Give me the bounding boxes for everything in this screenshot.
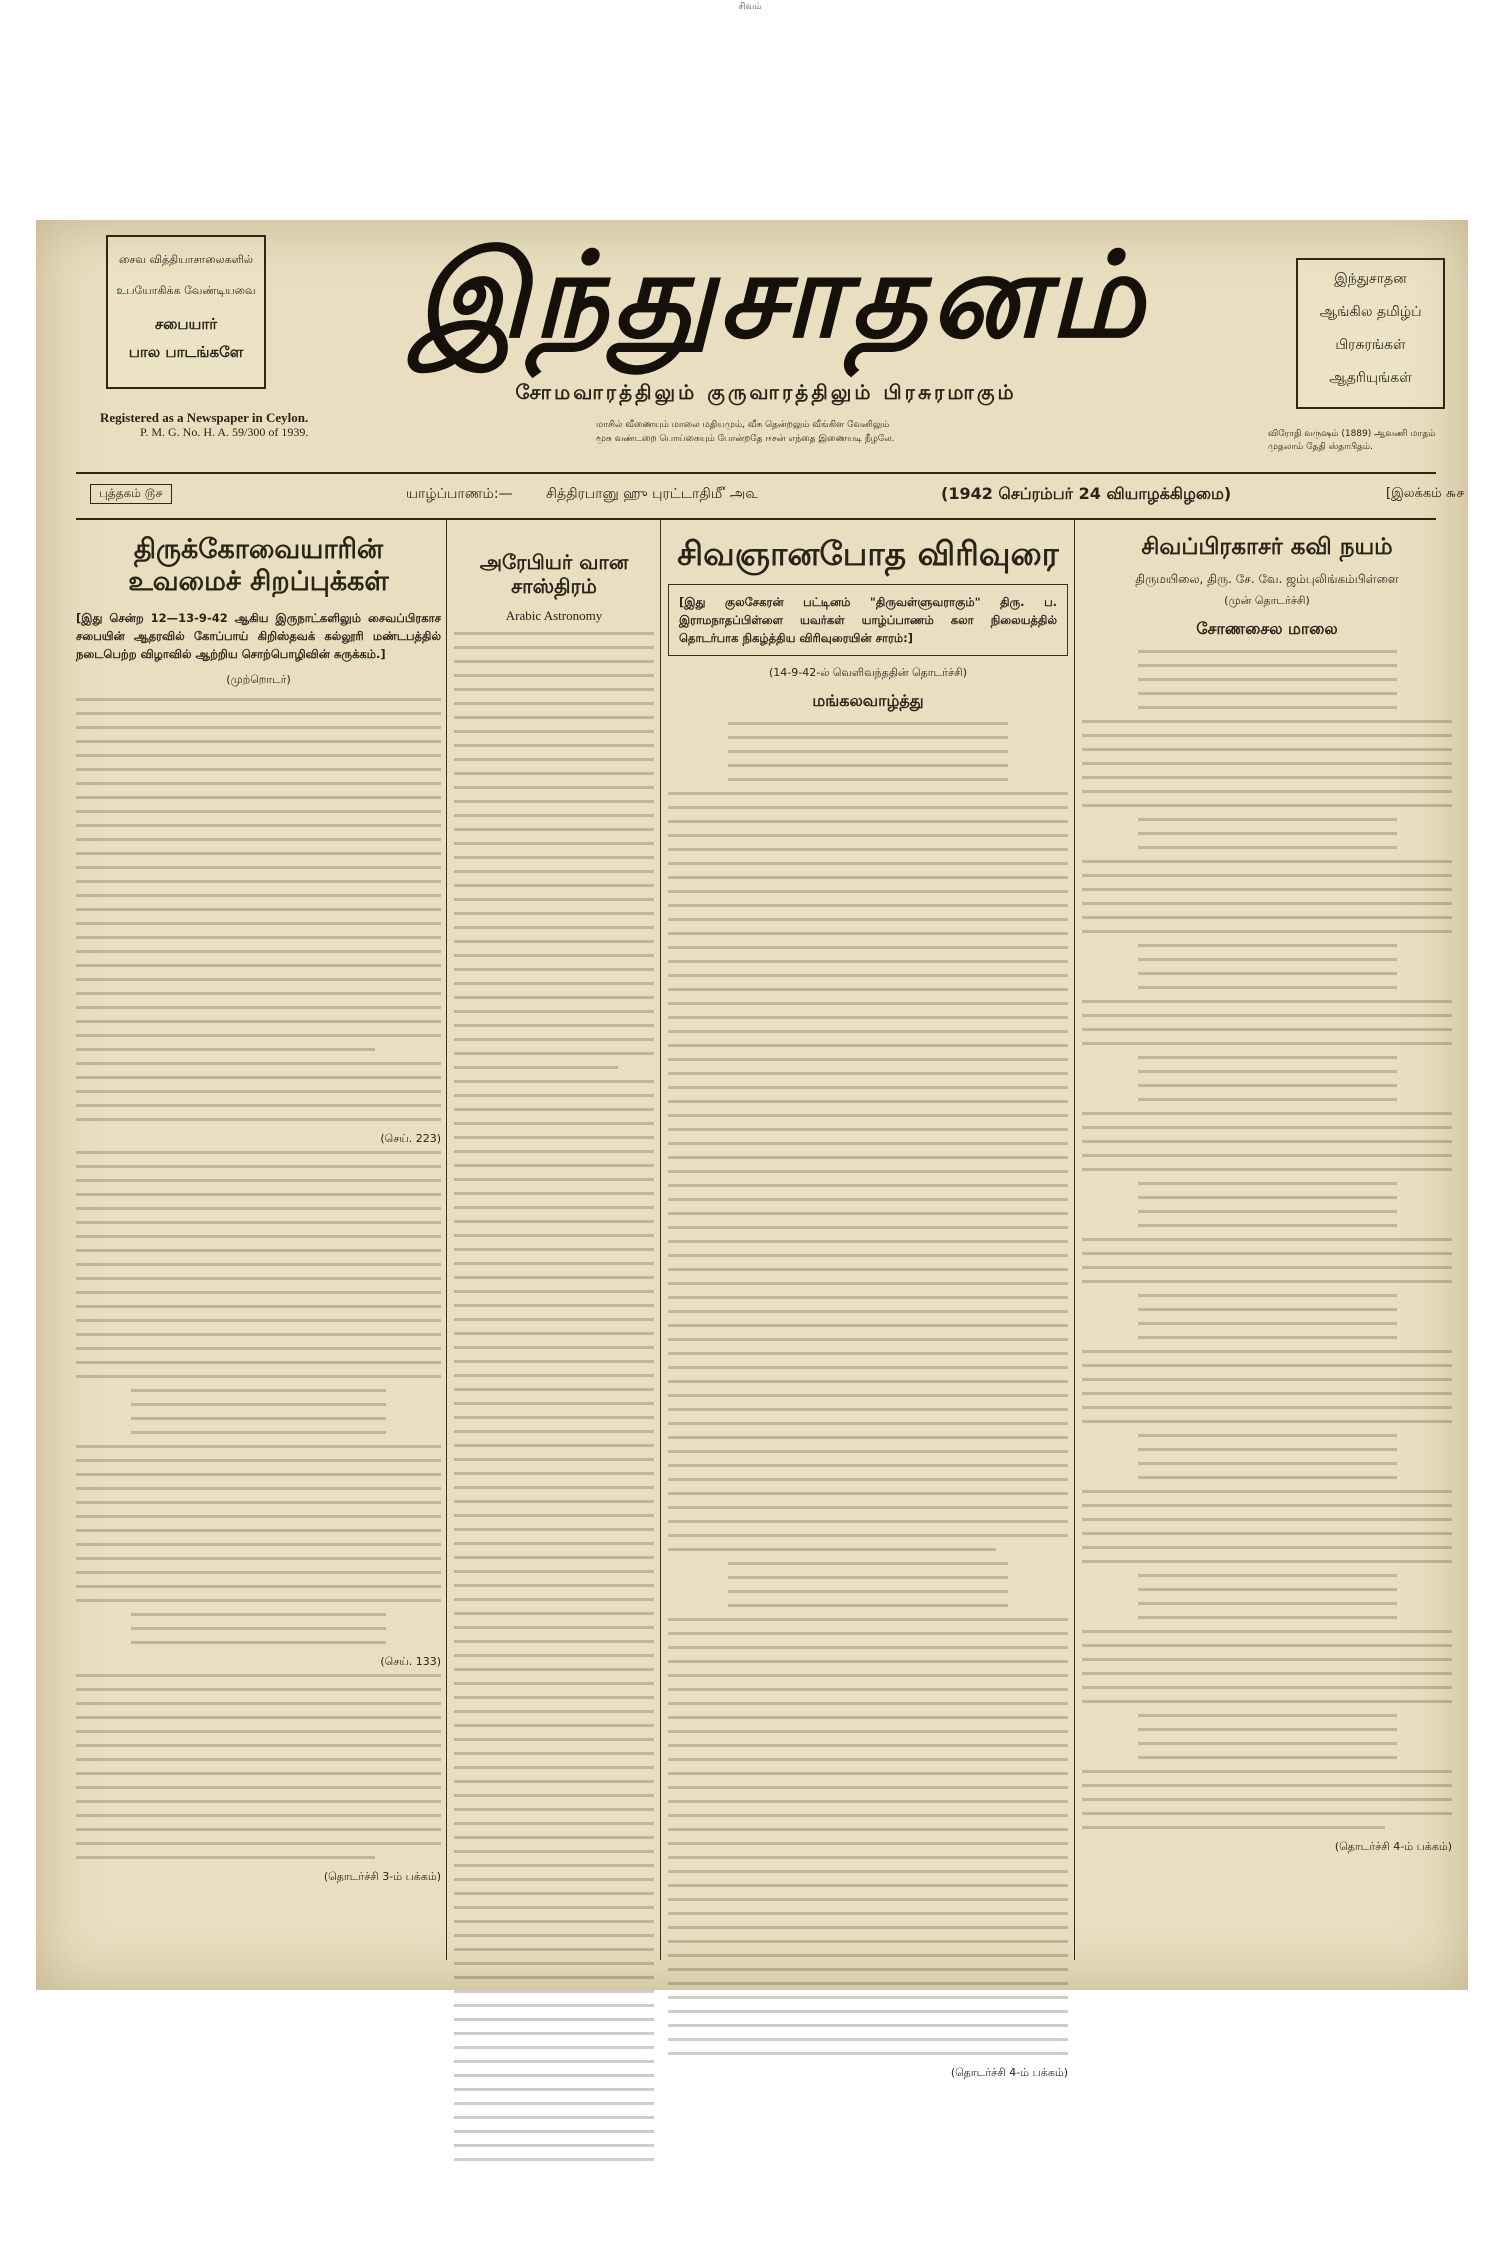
article-body [76, 698, 441, 1121]
tamil-date: சித்திரபானு ஹு புரட்டாதி௴ அ௳ [546, 486, 758, 502]
column-rule [1074, 520, 1075, 1960]
article-title: சிவஞானபோத விரிவுரை [677, 534, 1059, 573]
left-box-line: உபயோகிக்க வேண்டியவை [116, 284, 256, 297]
article-body [454, 632, 654, 2161]
dateline-bar [76, 472, 1465, 520]
book-number: புத்தகம் ௫௪ [90, 484, 172, 504]
right-box-line: பிரசுரங்கள் [1335, 337, 1406, 353]
established-line: முதலாம் தேதி ஸ்தாபிதம். [1268, 442, 1374, 452]
right-box-line: இந்துசாதன [1334, 271, 1407, 287]
continued-note: (தொடர்ச்சி 4-ம் பக்கம்) [1334, 1839, 1452, 1853]
place-name: யாழ்ப்பாணம்:— [406, 486, 513, 502]
section-heading: மங்கலவாழ்த்து [812, 690, 924, 710]
newspaper-page [36, 220, 1468, 2079]
article-body [668, 722, 1068, 2055]
established-note [1268, 428, 1448, 458]
issue-number: [இலக்கம் ௬௪ [1386, 486, 1465, 501]
article-sivagnanabotham [668, 530, 1068, 2079]
column-rule [660, 520, 661, 1960]
column-rule [446, 520, 447, 1960]
article-intro: [இது குலசேகரன் பட்டினம் "திருவள்ளுவராகும்" திரு. ப. இராமநாதப்பிள்ளை யவர்கள் யாழ்ப்பாணம் கலா நிலையத்தில் தொடர்பாக நிகழ்த்திய விரிவுரையின் சாரம்:] [668, 584, 1068, 656]
top-mark: சிவம் [738, 2, 762, 12]
article-author: திருமயிலை, திரு. சே. வே. ஜம்புலிங்கம்பிள்ளை [1135, 571, 1399, 586]
masthead-title: இந்துசாதனம் [413, 226, 1149, 364]
article-tirukkovaiyar [76, 530, 441, 1970]
verse-line: மாசில் வீணையும் மாலை மதியமும், வீசு தென்றலும் வீங்கிள வேனிலும் [596, 420, 890, 430]
article-title: திருக்கோவையாரின் உவமைச் சிறப்புக்கள் [128, 534, 389, 598]
section-heading: சோணசைல மாலை [1196, 618, 1338, 638]
masthead-verse [596, 418, 1016, 454]
verse-reference: (செய். 133) [380, 1654, 441, 1668]
continuation-note: (14-9-42-ல் வெளிவந்ததின் தொடர்ச்சி) [769, 665, 967, 679]
article-title: சிவப்பிரகாசர் கவி நயம் [1141, 534, 1393, 560]
issue-date: (1942 செப்ரம்பர் 24 வியாழக்கிழமை) [941, 484, 1232, 503]
continuation-note: (முன் தொடர்ச்சி) [1224, 593, 1310, 607]
article-body [76, 1674, 441, 1859]
registration-note [100, 410, 400, 450]
continued-note: (தொடர்ச்சி 3-ம் பக்கம்) [323, 1869, 441, 1883]
left-box-line: சபையார் [154, 315, 218, 333]
established-line: விரோதி வருஷம் (1889) ஆவணி மாதம் [1268, 429, 1436, 439]
left-box-line: பால பாடங்களே [128, 343, 244, 361]
article-body [76, 1151, 441, 1644]
article-title: அரேபியர் வான சாஸ்திரம் [479, 550, 629, 598]
article-body [1082, 650, 1452, 1829]
right-notice-box [1296, 258, 1445, 409]
english-subtitle: Arabic Astronomy [505, 608, 603, 623]
left-box-line: சைவ வித்தியாசாலைகளில் [118, 253, 254, 266]
article-arabic-astronomy [454, 530, 654, 1970]
right-box-line: ஆங்கில தமிழ்ப் [1319, 304, 1422, 320]
continued-note: (தொடர்ச்சி 4-ம் பக்கம்) [950, 2065, 1068, 2079]
article-sivaprakasar [1082, 530, 1452, 1970]
verse-reference: (செய். 223) [380, 1131, 441, 1145]
right-box-line: ஆதரியுங்கள் [1329, 370, 1412, 386]
left-notice-box [106, 235, 266, 389]
masthead-subtitle: சோமவாரத்திலும் குருவாரத்திலும் பிரசுரமாகும் [515, 380, 1017, 404]
verse-line: மூசு வண்டறை பொய்கையும் போன்றதே ஈசன் எந்தை இணையடி நீழலே. [596, 434, 895, 444]
registration-line: Registered as a Newspaper in Ceylon. [100, 410, 309, 425]
continuation-note: (முற்றொடர்) [226, 672, 291, 686]
article-intro: [இது சென்ற 12—13-9-42 ஆகிய இருநாட்களிலும் சைவப்பிரகாச சபையின் ஆதரவில் கோப்பாய் கிறிஸ்தவக் கல்லூரி மண்டபத்தில் நடைபெற்ற விழாவில் ஆற்றிய சொற்பொழிவின் சுருக்கம்.] [76, 610, 441, 661]
registration-line: P. M. G. No. H. A. 59/300 of 1939. [140, 425, 309, 439]
